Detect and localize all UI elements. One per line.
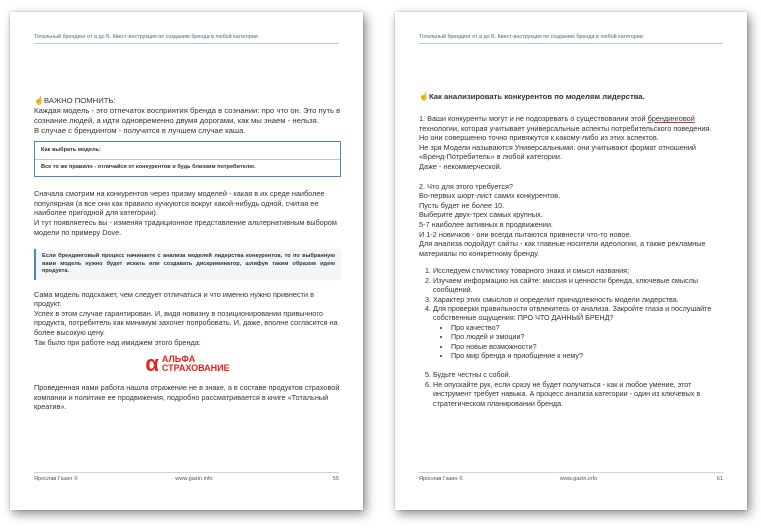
numbered-list <box>419 370 725 408</box>
list-item: 3. Характер этих смыслов и определит принадлежность модели лидерства. <box>433 295 725 304</box>
list-item: 6. Не опускайте рук, если сразу не будет получаться - как и любое умение, этот инструмент требует навыка. А процесс анализа категории - один из ключевых в стратегическом планировании бренда. <box>433 380 725 408</box>
paragraph: И тут появляетесь вы - изменяя традиционное представление альтернативным выбором модели по примеру Dove. <box>34 217 337 237</box>
section-title: Как анализировать конкурентов по моделям лидерства. <box>428 92 645 101</box>
bullet-item: • Про людей и эмоции? <box>451 332 725 341</box>
pointing-hand-icon: ☝ <box>419 92 429 101</box>
page-header: Тотальный брендинг от а до Б. Квест-инструкция по созданию бренда в любой категории <box>34 34 339 44</box>
alpha-logo-icon: α <box>145 351 159 377</box>
footer-site: www.gazin.info <box>559 476 598 482</box>
list-item: 4. Для проверки правильности отвлекитесь от анализа. Закройте глаза и послушайте собственные ощущения: ПРО ЧТО ДАННЫЙ БРЕНД? <box>433 304 725 323</box>
paragraph: Успех в этом случае гарантирован. И, видя новизну в позиционировании привычного продукта, потребитель как минимум захочет попробовать. И, даже, вполне согласится на более высокую цену. <box>34 308 338 338</box>
page-footer <box>419 472 723 482</box>
paragraph: 5-7 наиболее активных в продвижении. <box>419 219 553 229</box>
paragraph: 2. Что для этого требуется? <box>419 181 513 191</box>
bullet-item: • Про мир бренда и приобщение к нему? <box>451 351 725 360</box>
quote-box: Если брендинговый процесс начинаете с анализа моделей лидерства конкурентов, то по выбранную вами модель нужно будет искать или создавать дискриминатор, шлифуя таким образом идею продукта. <box>34 249 341 280</box>
paragraph: Так было при работе над имиджем этого бренда: <box>34 337 201 347</box>
paragraph: Не зря Модели называются Универсальными: они учитывают формат отношений «Бренд-Потребитель» в любой категории. <box>419 142 696 162</box>
paragraph: Во-первых шорт-лист самих конкурентов. <box>419 191 561 201</box>
divider <box>35 159 340 160</box>
document-page-left <box>10 12 363 510</box>
numbered-list <box>419 266 725 322</box>
paragraph: Сначала смотрим на конкурентов через призму моделей - какая в их среде наиболее популярная (а все они как правило кучкуются вокруг какой-нибудь одной, считая ее наиболее пригодной для категории). <box>34 189 325 218</box>
important-heading: ВАЖНО ПОМНИТЬ: <box>43 96 116 105</box>
paragraph: Пусть будет не более 10. <box>419 200 505 210</box>
page-number: 61 <box>716 476 723 482</box>
callout-box <box>34 141 341 177</box>
copyright-icon: © <box>457 476 464 482</box>
pointing-hand-icon: ☝ <box>34 96 44 105</box>
footer-author: Ярослав Газин © <box>419 476 464 482</box>
paragraph: Для анализа подойдут сайты - как главные носители идеологии, а также рекламные материалы по конкретному бренду. <box>419 239 706 258</box>
bullet-item: • Про новые возможности? <box>451 342 725 351</box>
page-body <box>419 92 725 408</box>
paragraph: И 1-2 новичков - они всегда пытаются привнести что-то новое. <box>419 229 632 239</box>
paragraph: В случае с брендингом - получится в лучшем случае каша. <box>34 126 246 135</box>
footer-author: Ярослав Газин © <box>34 476 79 482</box>
callout-text: Все то же правило - отличайся от конкурентов и будь близким потребителю. <box>41 163 256 170</box>
page-number: 55 <box>332 476 339 482</box>
page-footer <box>34 472 339 482</box>
logo-text-line2: СТРАХОВАНИЕ <box>161 363 230 374</box>
footer-site: www.gazin.info <box>175 476 213 482</box>
page-body <box>34 96 341 412</box>
paragraph: Выберите двух-трех самых крупных. <box>419 210 543 220</box>
document-page-right <box>395 12 747 510</box>
copyright-icon: © <box>72 476 79 482</box>
list-item: 2. Изучаем информацию на сайте: миссия и ценности бренда, ключевые смыслы сообщений. <box>433 276 725 295</box>
alfa-strakhovanie-logo <box>34 353 341 375</box>
page-header: Тотальный брендинг от а до Б. Квест-инструкция по созданию бренда в любой категории <box>419 34 723 44</box>
bullet-item: • Про качество? <box>451 323 725 332</box>
bullet-list <box>419 323 725 361</box>
logo-text-line1: АЛЬФА <box>161 354 196 365</box>
paragraph: 1. Ваши конкуренты могут и не подозревать о существовании этой брендинговой технологии, которая учитывает универсальные аспекты потребительского поведения. <box>419 114 712 133</box>
list-item: 5. Будьте честны с собой. <box>433 370 725 379</box>
list-item: 1. Исследуем стилистику товарного знака и смысл названия; <box>433 266 725 275</box>
callout-title: Как выбрать модель: <box>41 147 101 153</box>
paragraph: Каждая модель - это отпечаток восприятия бренда в сознании: про что он. Это путь в сознание людей, а идти одновременно двумя дорогами, как мы знаем - нельзя. <box>34 106 341 125</box>
paragraph: Но они совершенно точно привяжутся к какому-либо из этих аспектов. <box>419 133 659 143</box>
paragraph: Даже - некоммерческой. <box>419 161 502 171</box>
paragraph: Проведенная нами работа нашла отражение не в знаке, а в составе продуктов страховой компании и политике ее продвижения, подробно рассматривается в книге «Тотальный креатив». <box>34 383 340 412</box>
paragraph: Сама модель подскажет, чем следует отличаться и что именно нужно привнести в продукт. <box>34 289 314 309</box>
